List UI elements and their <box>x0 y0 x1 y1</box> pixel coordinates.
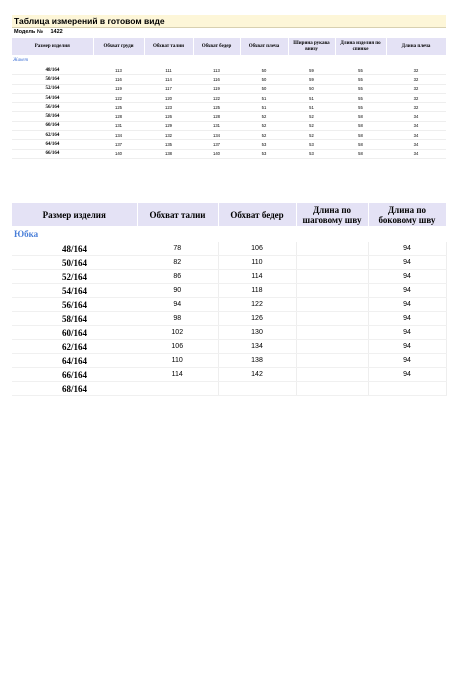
table-row <box>12 382 446 396</box>
table1-header-cell: Длина плеча <box>386 38 446 55</box>
size-cell: 52/164 <box>12 84 93 93</box>
measurement-cell: 134 <box>193 131 240 140</box>
measurement-cell <box>137 382 218 396</box>
table2-header-cell: Длина по шаговому шву <box>296 203 368 226</box>
skirt-measurements-table <box>12 203 447 396</box>
measurement-cell: 59 <box>288 66 335 75</box>
measurement-cell: 82 <box>137 256 218 270</box>
size-cell: 58/164 <box>12 312 137 326</box>
measurement-cell: 51 <box>240 93 288 102</box>
measurement-cell: 94 <box>368 284 446 298</box>
measurement-cell <box>296 270 368 284</box>
measurement-cell <box>296 298 368 312</box>
measurement-cell: 110 <box>137 354 218 368</box>
measurement-cell: 122 <box>193 93 240 102</box>
table1-header-cell: Обхват плеча <box>240 38 288 55</box>
measurement-cell <box>368 382 446 396</box>
measurement-cell: 52 <box>240 121 288 130</box>
measurement-cell: 118 <box>218 284 296 298</box>
measurement-cell: 129 <box>144 121 193 130</box>
measurement-cell <box>296 284 368 298</box>
measurement-cell: 120 <box>144 93 193 102</box>
measurement-cell <box>296 368 368 382</box>
measurement-cell <box>296 340 368 354</box>
measurement-cell: 32 <box>386 103 446 112</box>
measurement-cell: 53 <box>240 149 288 158</box>
measurement-cell: 52 <box>240 131 288 140</box>
size-cell: 68/164 <box>12 382 137 396</box>
table2-header-cell: Обхват бедер <box>218 203 296 226</box>
size-cell: 64/164 <box>12 354 137 368</box>
measurement-cell: 58 <box>335 149 386 158</box>
measurement-cell: 58 <box>335 112 386 121</box>
measurement-cell: 137 <box>93 140 144 149</box>
measurement-cell: 134 <box>93 131 144 140</box>
size-cell: 50/164 <box>12 256 137 270</box>
table2-header-row <box>12 203 446 226</box>
skirt-table-viewport <box>12 203 446 394</box>
size-cell: 52/164 <box>12 270 137 284</box>
measurement-cell: 53 <box>288 140 335 149</box>
table-row <box>12 242 446 256</box>
measurement-cell: 116 <box>193 75 240 84</box>
measurement-cell: 32 <box>386 66 446 75</box>
measurement-cell: 138 <box>144 149 193 158</box>
measurement-cell: 135 <box>144 140 193 149</box>
size-cell: 60/164 <box>12 326 137 340</box>
table2-header-cell: Обхват талии <box>137 203 218 226</box>
size-cell: 60/164 <box>12 121 93 130</box>
measurement-cell <box>296 354 368 368</box>
size-cell: 54/164 <box>12 93 93 102</box>
table-row <box>12 103 446 112</box>
measurement-cell: 53 <box>288 149 335 158</box>
measurement-cell: 116 <box>93 75 144 84</box>
table1-header-cell: Ширина рукава внизу <box>288 38 335 55</box>
measurement-cell <box>296 256 368 270</box>
measurement-cell: 32 <box>386 84 446 93</box>
size-cell: 54/164 <box>12 284 137 298</box>
measurement-cell: 50 <box>240 75 288 84</box>
measurement-cell: 34 <box>386 131 446 140</box>
measurement-cell: 34 <box>386 140 446 149</box>
size-cell: 62/164 <box>12 131 93 140</box>
measurement-cell: 50 <box>240 66 288 75</box>
measurement-cell: 106 <box>137 340 218 354</box>
table2-section-row <box>12 226 446 242</box>
measurement-cell: 94 <box>368 298 446 312</box>
measurement-cell: 52 <box>288 131 335 140</box>
table-row <box>12 284 446 298</box>
measurement-cell <box>296 382 368 396</box>
table-row <box>12 75 446 84</box>
title-bar <box>12 15 446 28</box>
measurement-cell: 122 <box>218 298 296 312</box>
measurement-cell: 98 <box>137 312 218 326</box>
measurement-cell: 94 <box>368 368 446 382</box>
measurement-cell: 126 <box>144 112 193 121</box>
table-row <box>12 340 446 354</box>
measurement-cell: 34 <box>386 112 446 121</box>
size-cell: 62/164 <box>12 340 137 354</box>
table1-section-row <box>12 55 446 66</box>
size-cell: 50/164 <box>12 75 93 84</box>
table2-header-cell: Длина по боковому шву <box>368 203 446 226</box>
table-row <box>12 354 446 368</box>
measurement-cell: 119 <box>93 84 144 93</box>
jacket-measurements-table <box>12 38 447 159</box>
table-row <box>12 66 446 75</box>
measurement-cell: 134 <box>218 340 296 354</box>
measurement-cell: 86 <box>137 270 218 284</box>
measurement-cell: 131 <box>93 121 144 130</box>
measurement-cell: 58 <box>335 121 386 130</box>
measurement-cell: 106 <box>218 242 296 256</box>
table-row <box>12 270 446 284</box>
measurement-cell <box>218 382 296 396</box>
measurement-cell: 94 <box>368 354 446 368</box>
table-row <box>12 326 446 340</box>
measurement-cell: 51 <box>288 103 335 112</box>
measurement-cell: 50 <box>288 84 335 93</box>
measurement-cell: 94 <box>368 326 446 340</box>
measurement-cell: 94 <box>368 312 446 326</box>
table1-header-cell: Обхват талии <box>144 38 193 55</box>
measurement-cell: 78 <box>137 242 218 256</box>
measurement-cell: 117 <box>144 84 193 93</box>
measurement-cell <box>296 242 368 256</box>
measurement-cell: 111 <box>144 66 193 75</box>
measurement-cell: 128 <box>193 112 240 121</box>
measurement-cell: 94 <box>368 242 446 256</box>
model-label: Модель № <box>14 29 43 35</box>
measurement-cell: 59 <box>288 75 335 84</box>
table-row <box>12 149 446 158</box>
measurement-cell: 110 <box>218 256 296 270</box>
measurement-cell: 52 <box>288 121 335 130</box>
document-title: Таблица измерений в готовом виде <box>14 16 165 26</box>
measurement-cell: 94 <box>368 340 446 354</box>
measurement-cell: 55 <box>335 75 386 84</box>
size-cell: 64/164 <box>12 140 93 149</box>
measurement-cell: 94 <box>368 270 446 284</box>
table1-header-row <box>12 38 446 55</box>
measurement-cell: 58 <box>335 140 386 149</box>
model-line <box>14 29 63 35</box>
measurement-cell: 113 <box>93 66 144 75</box>
measurement-cell: 55 <box>335 66 386 75</box>
measurement-cell: 34 <box>386 121 446 130</box>
table-row <box>12 140 446 149</box>
measurement-cell: 114 <box>137 368 218 382</box>
measurement-cell <box>296 312 368 326</box>
table2-header-cell: Размер изделия <box>12 203 137 226</box>
measurement-cell: 55 <box>335 103 386 112</box>
measurement-cell: 58 <box>335 131 386 140</box>
size-cell: 56/164 <box>12 103 93 112</box>
table1-header-cell: Длина изделия по спинке <box>335 38 386 55</box>
size-cell: 56/164 <box>12 298 137 312</box>
table-row <box>12 112 446 121</box>
measurement-cell: 114 <box>218 270 296 284</box>
size-cell: 66/164 <box>12 149 93 158</box>
table-row <box>12 131 446 140</box>
table1-header-cell: Обхват бедер <box>193 38 240 55</box>
measurement-cell: 94 <box>368 256 446 270</box>
measurement-cell: 125 <box>93 103 144 112</box>
size-cell: 58/164 <box>12 112 93 121</box>
measurement-cell: 128 <box>93 112 144 121</box>
model-number: 1422 <box>50 29 63 35</box>
table-row <box>12 312 446 326</box>
table1-header-cell: Размер изделия <box>12 38 93 55</box>
measurement-cell: 32 <box>386 93 446 102</box>
measurement-cell: 131 <box>193 121 240 130</box>
measurement-cell: 102 <box>137 326 218 340</box>
size-cell: 48/164 <box>12 66 93 75</box>
measurement-cell: 94 <box>137 298 218 312</box>
measurement-cell: 130 <box>218 326 296 340</box>
table-row <box>12 256 446 270</box>
table-row <box>12 368 446 382</box>
measurement-cell: 114 <box>144 75 193 84</box>
table1-header-cell: Обхват груди <box>93 38 144 55</box>
table-row <box>12 121 446 130</box>
measurement-cell: 52 <box>240 112 288 121</box>
measurement-cell: 34 <box>386 149 446 158</box>
measurement-cell: 137 <box>193 140 240 149</box>
section-label-jacket: Жакет <box>13 58 29 63</box>
measurement-cell: 140 <box>93 149 144 158</box>
size-cell: 66/164 <box>12 368 137 382</box>
measurement-cell: 122 <box>93 93 144 102</box>
measurement-cell: 55 <box>335 93 386 102</box>
section-label-skirt: Юбка <box>14 229 39 239</box>
measurement-cell: 126 <box>218 312 296 326</box>
measurement-cell: 138 <box>218 354 296 368</box>
measurement-cell: 55 <box>335 84 386 93</box>
measurement-cell: 123 <box>144 103 193 112</box>
measurement-cell: 51 <box>288 93 335 102</box>
measurement-cell: 51 <box>240 103 288 112</box>
measurement-cell: 132 <box>144 131 193 140</box>
measurement-cell: 52 <box>288 112 335 121</box>
measurement-cell: 32 <box>386 75 446 84</box>
measurement-cell: 50 <box>240 84 288 93</box>
table-row <box>12 84 446 93</box>
measurement-cell: 119 <box>193 84 240 93</box>
measurement-cell: 142 <box>218 368 296 382</box>
table-row <box>12 93 446 102</box>
measurement-cell: 113 <box>193 66 240 75</box>
measurement-cell: 90 <box>137 284 218 298</box>
measurement-cell: 140 <box>193 149 240 158</box>
table-row <box>12 298 446 312</box>
size-cell: 48/164 <box>12 242 137 256</box>
measurement-cell <box>296 326 368 340</box>
measurement-cell: 125 <box>193 103 240 112</box>
measurement-cell: 53 <box>240 140 288 149</box>
